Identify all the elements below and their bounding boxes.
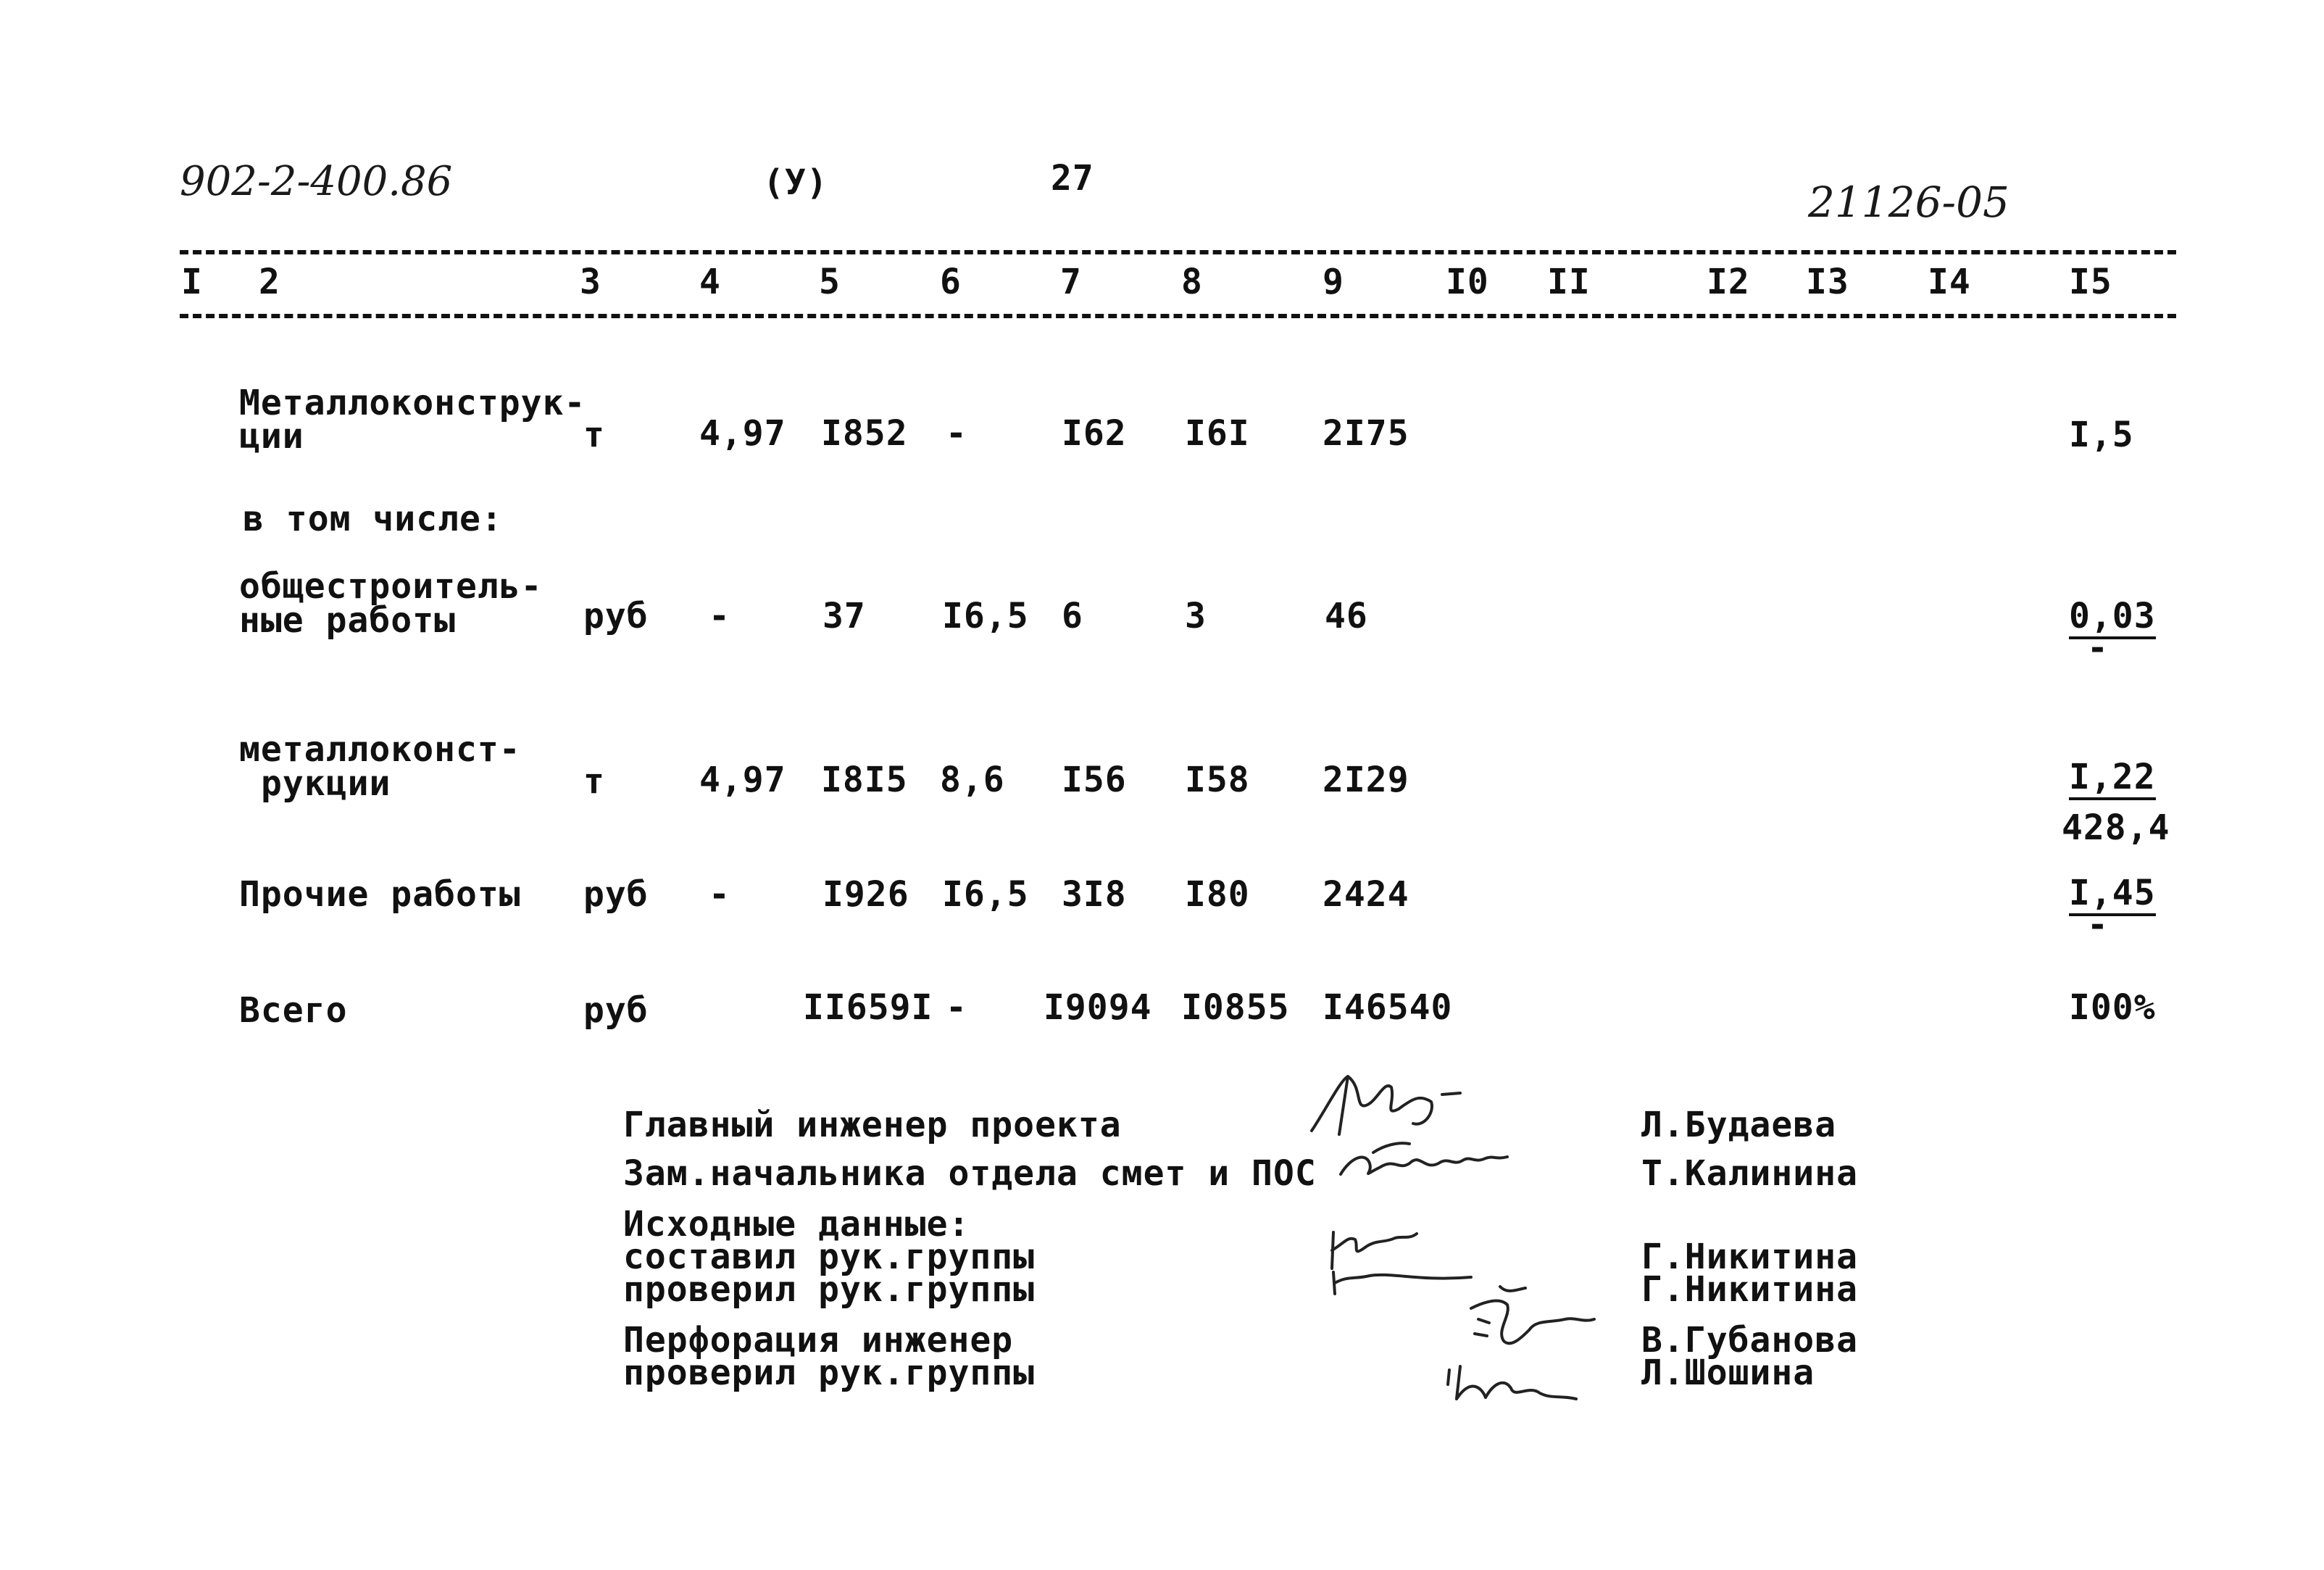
row-col9: 2424 — [1323, 874, 1409, 915]
document-code: (У) — [763, 162, 828, 203]
row-col5: I926 — [822, 874, 909, 915]
row-col15-note: - — [2087, 628, 2109, 668]
checked2-name: Л.Шошина — [1641, 1353, 1815, 1393]
col-4-header: 4 — [699, 262, 721, 302]
row-col4: 4,97 — [699, 413, 786, 454]
row-col15: 0,03 — [2069, 599, 2156, 639]
row-col5: 37 — [822, 596, 866, 636]
subtotal-heading: в том числе: — [243, 499, 503, 539]
col-8-header: 8 — [1181, 262, 1203, 302]
row-col5: II659I — [803, 987, 933, 1028]
row-col9: 46 — [1325, 596, 1368, 636]
col-7-header: 7 — [1060, 262, 1082, 302]
header-rule-bottom — [180, 314, 2176, 318]
col-9-header: 9 — [1323, 262, 1344, 302]
col-14-header: I4 — [1928, 262, 1971, 302]
row-unit: т — [583, 415, 605, 455]
signature-gubanova — [1457, 1279, 1616, 1366]
checked-name: Г.Никитина — [1641, 1269, 1858, 1310]
row-name: Всего — [239, 990, 348, 1031]
row-col4: - — [709, 596, 730, 636]
chief-engineer-name: Л.Будаева — [1641, 1105, 1837, 1145]
row-col6: I6,5 — [942, 874, 1029, 915]
document-number: 902-2-400.86 — [180, 158, 453, 205]
row-col8: I0855 — [1181, 987, 1290, 1028]
col-12-header: I2 — [1707, 262, 1750, 302]
row-unit: руб — [583, 990, 649, 1031]
row-col8: I6I — [1185, 413, 1250, 454]
row-col8: I58 — [1185, 760, 1250, 800]
row-col4: - — [709, 874, 730, 915]
row-col8: I80 — [1185, 874, 1250, 915]
row-col15: I00% — [2069, 987, 2156, 1028]
row-col5: I8I5 — [821, 760, 908, 800]
row-unit: руб — [583, 874, 649, 915]
row-col15: I,45 — [2069, 876, 2156, 916]
chief-engineer-role: Главный инженер проекта — [623, 1105, 1122, 1145]
row-col4: 4,97 — [699, 760, 786, 800]
row-col6: - — [946, 413, 967, 454]
row-unit: руб — [583, 596, 649, 636]
perforation-name: В.Губанова — [1641, 1320, 1858, 1361]
deputy-head-role: Зам.начальника отдела смет и ПОС — [623, 1153, 1317, 1194]
col-1-header: I — [181, 262, 203, 302]
checked-role: проверил рук.группы — [623, 1269, 1036, 1310]
col-5-header: 5 — [819, 262, 841, 302]
col-2-header: 2 — [259, 262, 280, 302]
deputy-head-name: Т.Калинина — [1641, 1153, 1858, 1194]
compiled-role: составил рук.группы — [623, 1237, 1036, 1277]
compiled-name: Г.Никитина — [1641, 1237, 1858, 1277]
row-col9: I46540 — [1323, 987, 1453, 1028]
checked2-role: проверил рук.группы — [623, 1353, 1036, 1393]
reference-number: 21126-05 — [1808, 178, 2009, 227]
row-col6: 8,6 — [940, 760, 1005, 800]
row-col15-note: 428,4 — [2062, 807, 2170, 848]
row-name-line2: ции — [239, 416, 304, 457]
col-13-header: I3 — [1806, 262, 1849, 302]
row-col7: I9094 — [1044, 987, 1152, 1028]
source-data-heading: Исходные данные: — [623, 1204, 970, 1245]
row-name-line1: металлоконст- — [239, 729, 521, 770]
col-15-header: I5 — [2069, 262, 2112, 302]
perforation-role: Перфорация инженер — [623, 1320, 1014, 1361]
row-name-line1: общестроитель- — [239, 566, 543, 607]
row-col7: 6 — [1062, 596, 1083, 636]
signature-kalinina — [1330, 1131, 1518, 1189]
row-col8: 3 — [1185, 596, 1207, 636]
col-3-header: 3 — [580, 262, 601, 302]
row-col6: I6,5 — [942, 596, 1029, 636]
row-col7: 3I8 — [1062, 874, 1127, 915]
row-col9: 2I75 — [1323, 413, 1409, 454]
row-col9: 2I29 — [1323, 760, 1409, 800]
row-col15: I,5 — [2069, 415, 2134, 455]
row-col7: I62 — [1062, 413, 1127, 454]
row-name-line1: Металлоконструк- — [239, 383, 586, 423]
row-col15-note: - — [2087, 905, 2109, 945]
row-col6: - — [946, 987, 967, 1028]
row-col5: I852 — [821, 413, 908, 454]
row-col15: I,22 — [2069, 760, 2156, 800]
header-rule-top — [180, 250, 2176, 254]
row-name: Прочие работы — [239, 874, 521, 915]
col-6-header: 6 — [940, 262, 962, 302]
row-unit: т — [583, 761, 605, 802]
row-name-line2: рукции — [261, 763, 391, 804]
page-number: 27 — [1051, 158, 1094, 199]
col-10-header: I0 — [1446, 262, 1489, 302]
signature-shoshina — [1442, 1355, 1587, 1413]
row-col7: I56 — [1062, 760, 1127, 800]
col-11-header: II — [1547, 262, 1591, 302]
row-name-line2: ные работы — [239, 600, 456, 641]
